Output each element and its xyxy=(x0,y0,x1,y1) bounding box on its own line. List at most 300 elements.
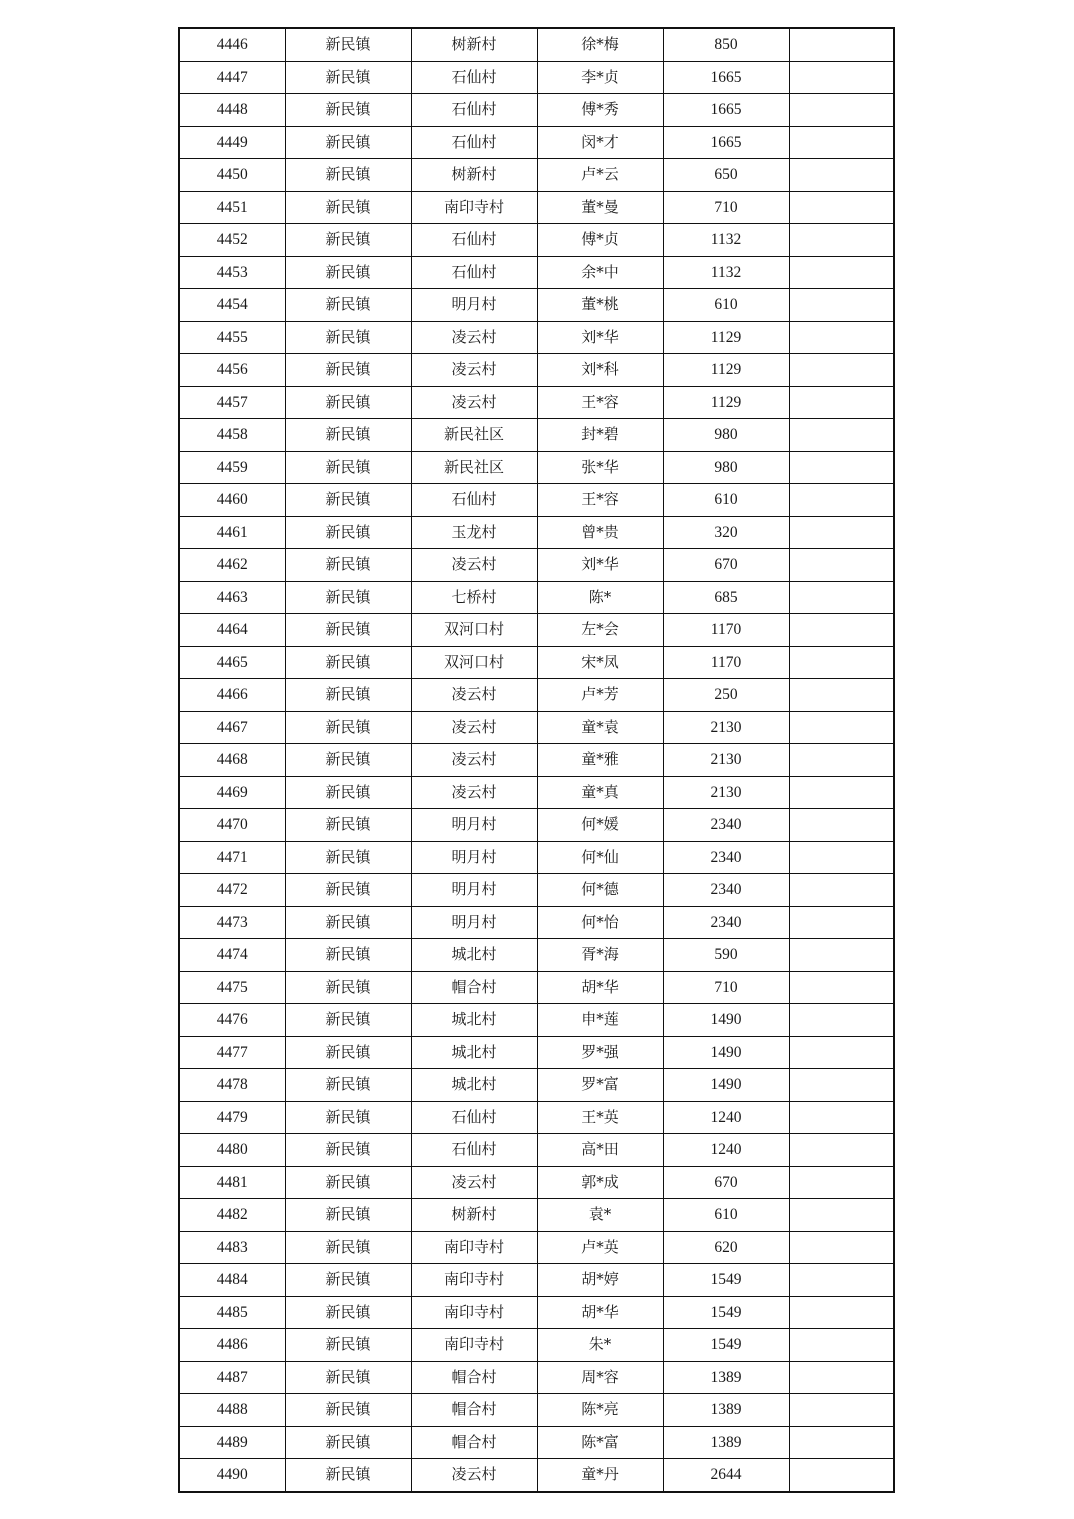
table-row xyxy=(179,289,894,322)
village-cell: 凌云村 xyxy=(411,744,537,777)
name-cell: 胥*海 xyxy=(537,939,663,972)
serial-number-cell: 4489 xyxy=(179,1426,285,1459)
name-cell: 何*媛 xyxy=(537,809,663,842)
name-cell: 董*桃 xyxy=(537,289,663,322)
serial-number-cell: 4470 xyxy=(179,809,285,842)
remark-cell xyxy=(789,1231,894,1264)
remark-cell xyxy=(789,159,894,192)
serial-number-cell: 4466 xyxy=(179,679,285,712)
name-cell: 罗*强 xyxy=(537,1036,663,1069)
amount-cell: 670 xyxy=(663,549,789,582)
serial-number-cell: 4447 xyxy=(179,61,285,94)
remark-cell xyxy=(789,1004,894,1037)
serial-number-cell: 4488 xyxy=(179,1394,285,1427)
name-cell: 刘*华 xyxy=(537,549,663,582)
amount-cell: 320 xyxy=(663,516,789,549)
remark-cell xyxy=(789,906,894,939)
amount-cell: 1490 xyxy=(663,1004,789,1037)
serial-number-cell: 4473 xyxy=(179,906,285,939)
town-cell: 新民镇 xyxy=(285,94,411,127)
serial-number-cell: 4453 xyxy=(179,256,285,289)
serial-number-cell: 4465 xyxy=(179,646,285,679)
amount-cell: 620 xyxy=(663,1231,789,1264)
amount-cell: 710 xyxy=(663,191,789,224)
village-cell: 石仙村 xyxy=(411,1101,537,1134)
table-row xyxy=(179,1394,894,1427)
serial-number-cell: 4458 xyxy=(179,419,285,452)
village-cell: 明月村 xyxy=(411,841,537,874)
amount-cell: 650 xyxy=(663,159,789,192)
serial-number-cell: 4468 xyxy=(179,744,285,777)
table-row xyxy=(179,516,894,549)
village-cell: 明月村 xyxy=(411,809,537,842)
remark-cell xyxy=(789,419,894,452)
amount-cell: 1129 xyxy=(663,354,789,387)
serial-number-cell: 4485 xyxy=(179,1296,285,1329)
serial-number-cell: 4448 xyxy=(179,94,285,127)
town-cell: 新民镇 xyxy=(285,549,411,582)
amount-cell: 1170 xyxy=(663,614,789,647)
serial-number-cell: 4490 xyxy=(179,1459,285,1492)
village-cell: 帽合村 xyxy=(411,1426,537,1459)
name-cell: 何*怡 xyxy=(537,906,663,939)
amount-cell: 1389 xyxy=(663,1361,789,1394)
village-cell: 南印寺村 xyxy=(411,1329,537,1362)
town-cell: 新民镇 xyxy=(285,1101,411,1134)
village-cell: 玉龙村 xyxy=(411,516,537,549)
village-cell: 帽合村 xyxy=(411,1361,537,1394)
table-row xyxy=(179,1069,894,1102)
town-cell: 新民镇 xyxy=(285,516,411,549)
serial-number-cell: 4481 xyxy=(179,1166,285,1199)
serial-number-cell: 4480 xyxy=(179,1134,285,1167)
name-cell: 王*英 xyxy=(537,1101,663,1134)
serial-number-cell: 4477 xyxy=(179,1036,285,1069)
table-row xyxy=(179,906,894,939)
remark-cell xyxy=(789,1199,894,1232)
village-cell: 城北村 xyxy=(411,1069,537,1102)
town-cell: 新民镇 xyxy=(285,971,411,1004)
town-cell: 新民镇 xyxy=(285,191,411,224)
serial-number-cell: 4482 xyxy=(179,1199,285,1232)
remark-cell xyxy=(789,1459,894,1492)
town-cell: 新民镇 xyxy=(285,321,411,354)
name-cell: 余*中 xyxy=(537,256,663,289)
name-cell: 李*贞 xyxy=(537,61,663,94)
village-cell: 明月村 xyxy=(411,289,537,322)
serial-number-cell: 4452 xyxy=(179,224,285,257)
table-row xyxy=(179,1004,894,1037)
remark-cell xyxy=(789,126,894,159)
table-row xyxy=(179,94,894,127)
remark-cell xyxy=(789,61,894,94)
name-cell: 胡*华 xyxy=(537,971,663,1004)
town-cell: 新民镇 xyxy=(285,451,411,484)
amount-cell: 1389 xyxy=(663,1394,789,1427)
village-cell: 凌云村 xyxy=(411,321,537,354)
village-cell: 石仙村 xyxy=(411,256,537,289)
table-row xyxy=(179,126,894,159)
amount-cell: 670 xyxy=(663,1166,789,1199)
table-row xyxy=(179,1329,894,1362)
amount-cell: 2644 xyxy=(663,1459,789,1492)
remark-cell xyxy=(789,841,894,874)
remark-cell xyxy=(789,809,894,842)
village-cell: 凌云村 xyxy=(411,679,537,712)
village-cell: 明月村 xyxy=(411,874,537,907)
town-cell: 新民镇 xyxy=(285,939,411,972)
serial-number-cell: 4469 xyxy=(179,776,285,809)
serial-number-cell: 4457 xyxy=(179,386,285,419)
town-cell: 新民镇 xyxy=(285,874,411,907)
village-cell: 新民社区 xyxy=(411,419,537,452)
amount-cell: 610 xyxy=(663,1199,789,1232)
town-cell: 新民镇 xyxy=(285,159,411,192)
remark-cell xyxy=(789,386,894,419)
remark-cell xyxy=(789,744,894,777)
amount-cell: 2130 xyxy=(663,711,789,744)
name-cell: 刘*科 xyxy=(537,354,663,387)
amount-cell: 1129 xyxy=(663,321,789,354)
table-row xyxy=(179,224,894,257)
name-cell: 左*会 xyxy=(537,614,663,647)
amount-cell: 1170 xyxy=(663,646,789,679)
town-cell: 新民镇 xyxy=(285,224,411,257)
amount-cell: 1490 xyxy=(663,1069,789,1102)
name-cell: 王*容 xyxy=(537,484,663,517)
town-cell: 新民镇 xyxy=(285,1166,411,1199)
remark-cell xyxy=(789,1166,894,1199)
name-cell: 朱* xyxy=(537,1329,663,1362)
village-cell: 南印寺村 xyxy=(411,1296,537,1329)
name-cell: 陈*富 xyxy=(537,1426,663,1459)
remark-cell xyxy=(789,971,894,1004)
town-cell: 新民镇 xyxy=(285,419,411,452)
town-cell: 新民镇 xyxy=(285,581,411,614)
town-cell: 新民镇 xyxy=(285,776,411,809)
serial-number-cell: 4459 xyxy=(179,451,285,484)
town-cell: 新民镇 xyxy=(285,1361,411,1394)
remark-cell xyxy=(789,646,894,679)
name-cell: 闵*才 xyxy=(537,126,663,159)
village-cell: 南印寺村 xyxy=(411,1231,537,1264)
remark-cell xyxy=(789,191,894,224)
remark-cell xyxy=(789,549,894,582)
amount-cell: 2130 xyxy=(663,776,789,809)
name-cell: 王*容 xyxy=(537,386,663,419)
amount-cell: 610 xyxy=(663,289,789,322)
amount-cell: 1665 xyxy=(663,126,789,159)
village-cell: 凌云村 xyxy=(411,1166,537,1199)
remark-cell xyxy=(789,1101,894,1134)
table-row xyxy=(179,28,894,61)
village-cell: 凌云村 xyxy=(411,386,537,419)
village-cell: 石仙村 xyxy=(411,126,537,159)
name-cell: 卢*芳 xyxy=(537,679,663,712)
table-row xyxy=(179,321,894,354)
remark-cell xyxy=(789,1329,894,1362)
serial-number-cell: 4479 xyxy=(179,1101,285,1134)
serial-number-cell: 4486 xyxy=(179,1329,285,1362)
town-cell: 新民镇 xyxy=(285,1264,411,1297)
name-cell: 徐*梅 xyxy=(537,28,663,61)
amount-cell: 2130 xyxy=(663,744,789,777)
serial-number-cell: 4461 xyxy=(179,516,285,549)
amount-cell: 1240 xyxy=(663,1134,789,1167)
town-cell: 新民镇 xyxy=(285,28,411,61)
serial-number-cell: 4475 xyxy=(179,971,285,1004)
serial-number-cell: 4464 xyxy=(179,614,285,647)
table-row xyxy=(179,1231,894,1264)
name-cell: 何*德 xyxy=(537,874,663,907)
town-cell: 新民镇 xyxy=(285,841,411,874)
remark-cell xyxy=(789,94,894,127)
town-cell: 新民镇 xyxy=(285,614,411,647)
table-row xyxy=(179,711,894,744)
serial-number-cell: 4460 xyxy=(179,484,285,517)
town-cell: 新民镇 xyxy=(285,1426,411,1459)
amount-cell: 980 xyxy=(663,419,789,452)
remark-cell xyxy=(789,1264,894,1297)
amount-cell: 1490 xyxy=(663,1036,789,1069)
village-cell: 明月村 xyxy=(411,906,537,939)
name-cell: 傅*贞 xyxy=(537,224,663,257)
serial-number-cell: 4463 xyxy=(179,581,285,614)
town-cell: 新民镇 xyxy=(285,1329,411,1362)
remark-cell xyxy=(789,28,894,61)
name-cell: 童*袁 xyxy=(537,711,663,744)
table-row xyxy=(179,451,894,484)
name-cell: 郭*成 xyxy=(537,1166,663,1199)
serial-number-cell: 4472 xyxy=(179,874,285,907)
serial-number-cell: 4487 xyxy=(179,1361,285,1394)
name-cell: 申*莲 xyxy=(537,1004,663,1037)
remark-cell xyxy=(789,1069,894,1102)
name-cell: 张*华 xyxy=(537,451,663,484)
remark-cell xyxy=(789,581,894,614)
amount-cell: 685 xyxy=(663,581,789,614)
amount-cell: 590 xyxy=(663,939,789,972)
table-row xyxy=(179,1296,894,1329)
remark-cell xyxy=(789,321,894,354)
amount-cell: 2340 xyxy=(663,906,789,939)
table-row xyxy=(179,776,894,809)
town-cell: 新民镇 xyxy=(285,1004,411,1037)
town-cell: 新民镇 xyxy=(285,354,411,387)
table-row xyxy=(179,549,894,582)
remark-cell xyxy=(789,776,894,809)
amount-cell: 2340 xyxy=(663,874,789,907)
table-row xyxy=(179,646,894,679)
village-cell: 城北村 xyxy=(411,1004,537,1037)
table-row xyxy=(179,419,894,452)
amount-cell: 710 xyxy=(663,971,789,1004)
name-cell: 袁* xyxy=(537,1199,663,1232)
village-cell: 新民社区 xyxy=(411,451,537,484)
town-cell: 新民镇 xyxy=(285,1231,411,1264)
remark-cell xyxy=(789,1394,894,1427)
table-row xyxy=(179,1166,894,1199)
remark-cell xyxy=(789,1361,894,1394)
village-cell: 南印寺村 xyxy=(411,191,537,224)
amount-cell: 1132 xyxy=(663,224,789,257)
town-cell: 新民镇 xyxy=(285,809,411,842)
table-row xyxy=(179,614,894,647)
town-cell: 新民镇 xyxy=(285,1134,411,1167)
amount-cell: 1549 xyxy=(663,1296,789,1329)
table-row xyxy=(179,1426,894,1459)
town-cell: 新民镇 xyxy=(285,1394,411,1427)
table-row xyxy=(179,1134,894,1167)
village-cell: 树新村 xyxy=(411,159,537,192)
table-row xyxy=(179,581,894,614)
serial-number-cell: 4478 xyxy=(179,1069,285,1102)
remark-cell xyxy=(789,354,894,387)
table-row xyxy=(179,809,894,842)
name-cell: 卢*英 xyxy=(537,1231,663,1264)
table-row xyxy=(179,159,894,192)
town-cell: 新民镇 xyxy=(285,646,411,679)
amount-cell: 250 xyxy=(663,679,789,712)
table-row xyxy=(179,1459,894,1492)
town-cell: 新民镇 xyxy=(285,679,411,712)
table-row xyxy=(179,61,894,94)
serial-number-cell: 4476 xyxy=(179,1004,285,1037)
remark-cell xyxy=(789,711,894,744)
amount-cell: 1240 xyxy=(663,1101,789,1134)
town-cell: 新民镇 xyxy=(285,1036,411,1069)
village-cell: 石仙村 xyxy=(411,61,537,94)
village-cell: 双河口村 xyxy=(411,646,537,679)
serial-number-cell: 4454 xyxy=(179,289,285,322)
remark-cell xyxy=(789,1296,894,1329)
table-row xyxy=(179,484,894,517)
town-cell: 新民镇 xyxy=(285,1459,411,1492)
village-cell: 凌云村 xyxy=(411,549,537,582)
name-cell: 陈* xyxy=(537,581,663,614)
village-cell: 帽合村 xyxy=(411,1394,537,1427)
table-row xyxy=(179,191,894,224)
name-cell: 宋*凤 xyxy=(537,646,663,679)
table-row xyxy=(179,1036,894,1069)
table-row xyxy=(179,1101,894,1134)
table-row xyxy=(179,744,894,777)
serial-number-cell: 4474 xyxy=(179,939,285,972)
table-row xyxy=(179,679,894,712)
amount-cell: 1132 xyxy=(663,256,789,289)
serial-number-cell: 4484 xyxy=(179,1264,285,1297)
name-cell: 胡*婷 xyxy=(537,1264,663,1297)
table-row xyxy=(179,939,894,972)
name-cell: 刘*华 xyxy=(537,321,663,354)
town-cell: 新民镇 xyxy=(285,256,411,289)
amount-cell: 610 xyxy=(663,484,789,517)
table-row xyxy=(179,1199,894,1232)
name-cell: 董*曼 xyxy=(537,191,663,224)
village-cell: 石仙村 xyxy=(411,484,537,517)
remark-cell xyxy=(789,224,894,257)
village-cell: 石仙村 xyxy=(411,224,537,257)
village-cell: 凌云村 xyxy=(411,1459,537,1492)
town-cell: 新民镇 xyxy=(285,289,411,322)
data-table xyxy=(178,27,895,1493)
serial-number-cell: 4462 xyxy=(179,549,285,582)
table-row xyxy=(179,841,894,874)
name-cell: 何*仙 xyxy=(537,841,663,874)
amount-cell: 1549 xyxy=(663,1329,789,1362)
town-cell: 新民镇 xyxy=(285,906,411,939)
table-row xyxy=(179,1264,894,1297)
table-body xyxy=(179,28,894,1492)
table-row xyxy=(179,874,894,907)
name-cell: 卢*云 xyxy=(537,159,663,192)
serial-number-cell: 4456 xyxy=(179,354,285,387)
town-cell: 新民镇 xyxy=(285,386,411,419)
remark-cell xyxy=(789,1134,894,1167)
serial-number-cell: 4446 xyxy=(179,28,285,61)
town-cell: 新民镇 xyxy=(285,484,411,517)
remark-cell xyxy=(789,939,894,972)
remark-cell xyxy=(789,451,894,484)
village-cell: 石仙村 xyxy=(411,1134,537,1167)
name-cell: 童*雅 xyxy=(537,744,663,777)
town-cell: 新民镇 xyxy=(285,126,411,159)
name-cell: 罗*富 xyxy=(537,1069,663,1102)
serial-number-cell: 4483 xyxy=(179,1231,285,1264)
table-row xyxy=(179,971,894,1004)
name-cell: 曾*贵 xyxy=(537,516,663,549)
remark-cell xyxy=(789,1036,894,1069)
amount-cell: 1389 xyxy=(663,1426,789,1459)
table-row xyxy=(179,354,894,387)
village-cell: 城北村 xyxy=(411,1036,537,1069)
amount-cell: 1549 xyxy=(663,1264,789,1297)
remark-cell xyxy=(789,516,894,549)
name-cell: 周*容 xyxy=(537,1361,663,1394)
amount-cell: 2340 xyxy=(663,841,789,874)
town-cell: 新民镇 xyxy=(285,61,411,94)
amount-cell: 980 xyxy=(663,451,789,484)
remark-cell xyxy=(789,256,894,289)
town-cell: 新民镇 xyxy=(285,1296,411,1329)
remark-cell xyxy=(789,614,894,647)
remark-cell xyxy=(789,484,894,517)
name-cell: 封*碧 xyxy=(537,419,663,452)
village-cell: 七桥村 xyxy=(411,581,537,614)
serial-number-cell: 4455 xyxy=(179,321,285,354)
village-cell: 凌云村 xyxy=(411,711,537,744)
remark-cell xyxy=(789,679,894,712)
amount-cell: 850 xyxy=(663,28,789,61)
village-cell: 树新村 xyxy=(411,1199,537,1232)
name-cell: 胡*华 xyxy=(537,1296,663,1329)
village-cell: 城北村 xyxy=(411,939,537,972)
amount-cell: 2340 xyxy=(663,809,789,842)
remark-cell xyxy=(789,289,894,322)
name-cell: 高*田 xyxy=(537,1134,663,1167)
table-row xyxy=(179,386,894,419)
serial-number-cell: 4451 xyxy=(179,191,285,224)
name-cell: 童*丹 xyxy=(537,1459,663,1492)
serial-number-cell: 4450 xyxy=(179,159,285,192)
town-cell: 新民镇 xyxy=(285,1199,411,1232)
serial-number-cell: 4449 xyxy=(179,126,285,159)
village-cell: 帽合村 xyxy=(411,971,537,1004)
village-cell: 石仙村 xyxy=(411,94,537,127)
amount-cell: 1665 xyxy=(663,61,789,94)
remark-cell xyxy=(789,1426,894,1459)
village-cell: 树新村 xyxy=(411,28,537,61)
